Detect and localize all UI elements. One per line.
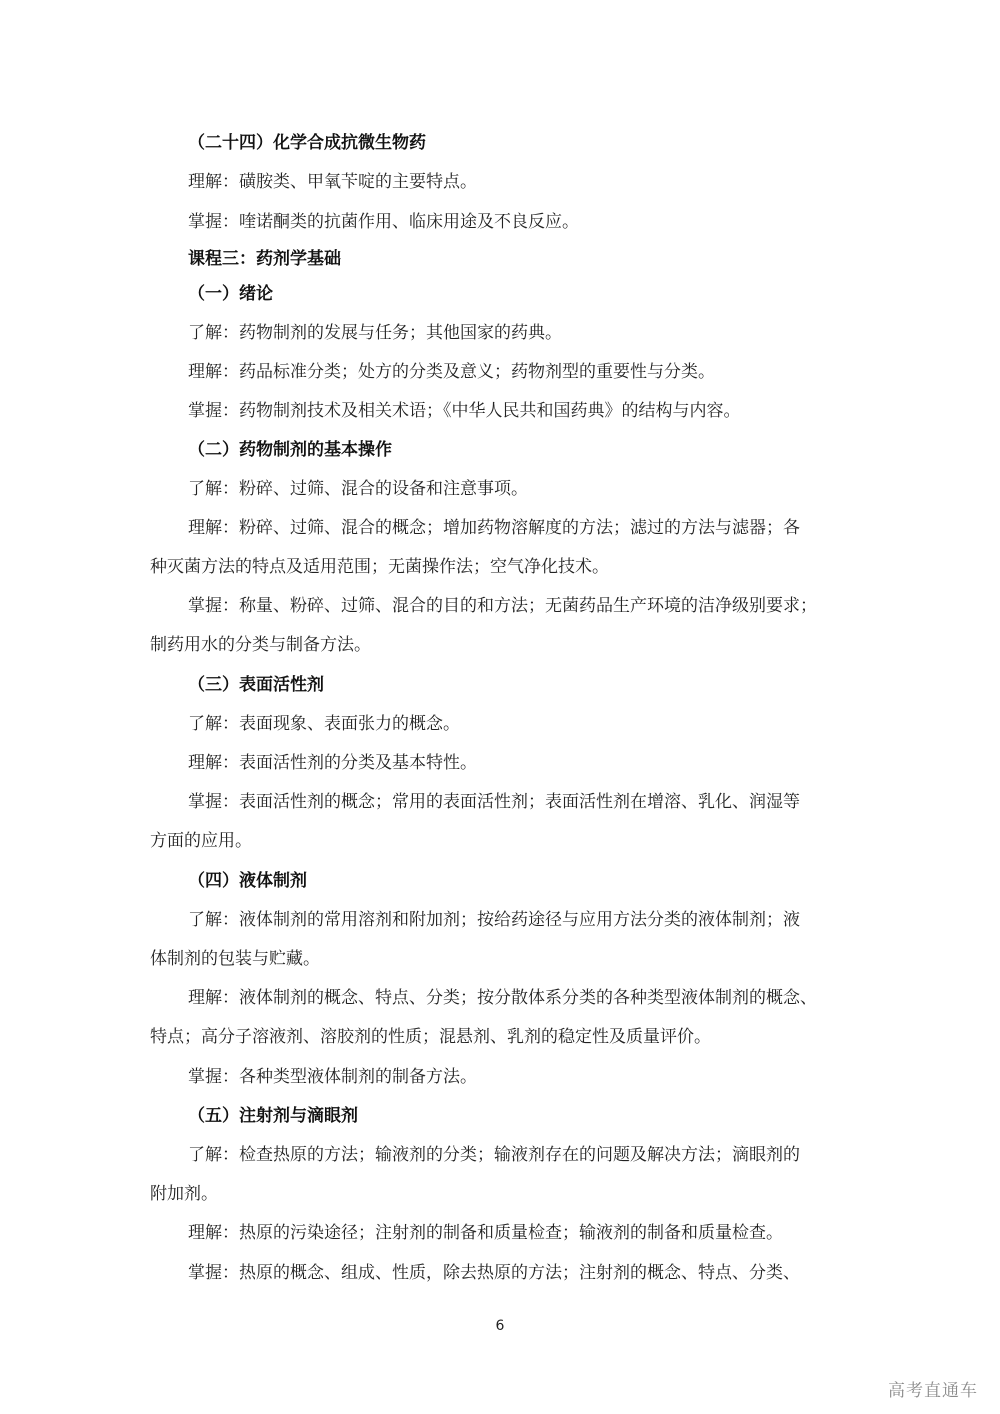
paragraph-line: 体制剂的包装与贮藏。 bbox=[150, 949, 320, 969]
section-heading: （四）液体制剂 bbox=[188, 871, 307, 891]
paragraph-line: 了解：检查热原的方法；输液剂的分类；输液剂存在的问题及解决方法；滴眼剂的 bbox=[188, 1145, 800, 1165]
paragraph-line: 理解：粉碎、过筛、混合的概念；增加药物溶解度的方法；滤过的方法与滤器；各 bbox=[188, 518, 800, 538]
watermark: 高考直通车 bbox=[888, 1381, 978, 1401]
paragraph-line: 了解：液体制剂的常用溶剂和附加剂；按给药途径与应用方法分类的液体制剂；液 bbox=[188, 910, 800, 930]
section-heading: （五）注射剂与滴眼剂 bbox=[188, 1106, 358, 1126]
paragraph-line: 附加剂。 bbox=[150, 1184, 218, 1204]
section-heading: （二）药物制剂的基本操作 bbox=[188, 440, 392, 460]
paragraph-line: 种灭菌方法的特点及适用范围；无菌操作法；空气净化技术。 bbox=[150, 557, 609, 577]
paragraph-line: 理解：液体制剂的概念、特点、分类；按分散体系分类的各种类型液体制剂的概念、 bbox=[188, 988, 817, 1008]
paragraph-line: 掌握：各种类型液体制剂的制备方法。 bbox=[188, 1067, 477, 1087]
paragraph-line: 了解：表面现象、表面张力的概念。 bbox=[188, 714, 460, 734]
section-heading: （三）表面活性剂 bbox=[188, 675, 324, 695]
paragraph-line: 掌握：喹诺酮类的抗菌作用、临床用途及不良反应。 bbox=[188, 212, 579, 232]
paragraph-line: 理解：磺胺类、甲氧苄啶的主要特点。 bbox=[188, 172, 477, 192]
paragraph-line: 理解：药品标准分类；处方的分类及意义；药物剂型的重要性与分类。 bbox=[188, 362, 715, 382]
section-heading: （二十四）化学合成抗微生物药 bbox=[188, 133, 426, 153]
paragraph-line: 了解：药物制剂的发展与任务；其他国家的药典。 bbox=[188, 323, 562, 343]
section-heading: （一）绪论 bbox=[188, 284, 273, 304]
paragraph-line: 特点；高分子溶液剂、溶胶剂的性质；混悬剂、乳剂的稳定性及质量评价。 bbox=[150, 1027, 711, 1047]
paragraph-line: 掌握：药物制剂技术及相关术语；《中华人民共和国药典》的结构与内容。 bbox=[188, 401, 741, 421]
paragraph-line: 理解：表面活性剂的分类及基本特性。 bbox=[188, 753, 477, 773]
paragraph-line: 方面的应用。 bbox=[150, 831, 252, 851]
course-heading: 课程三：药剂学基础 bbox=[188, 249, 341, 269]
paragraph-line: 制药用水的分类与制备方法。 bbox=[150, 635, 371, 655]
paragraph-line: 掌握：热原的概念、组成、性质，除去热原的方法；注射剂的概念、特点、分类、 bbox=[188, 1263, 800, 1283]
paragraph-line: 理解：热原的污染途径；注射剂的制备和质量检查；输液剂的制备和质量检查。 bbox=[188, 1223, 783, 1243]
page-number: 6 bbox=[495, 1318, 505, 1334]
paragraph-line: 掌握：称量、粉碎、过筛、混合的目的和方法；无菌药品生产环境的洁净级别要求； bbox=[188, 596, 817, 616]
paragraph-line: 掌握：表面活性剂的概念；常用的表面活性剂；表面活性剂在增溶、乳化、润湿等 bbox=[188, 792, 800, 812]
paragraph-line: 了解：粉碎、过筛、混合的设备和注意事项。 bbox=[188, 479, 528, 499]
